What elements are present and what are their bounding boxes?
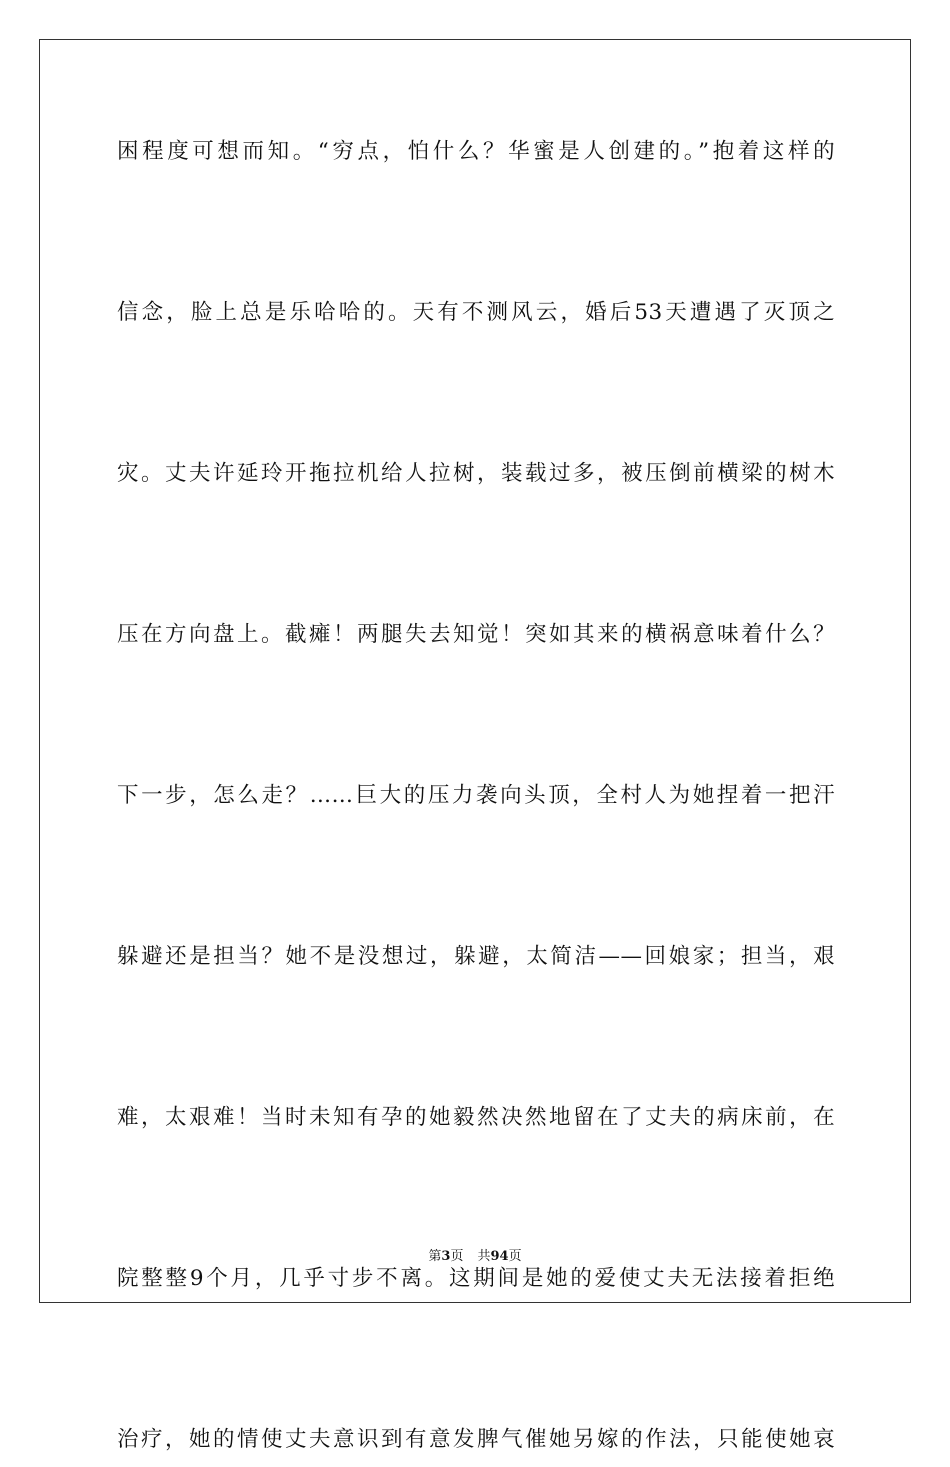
page-suffix: 页 [450,1249,464,1264]
text-line: 难，太艰难！当时未知有孕的她毅然决然地留在了丈夫的病床前，在 [117,1105,835,1130]
text-line: 躲避还是担当？她不是没想过，躲避，太简洁——回娘家；担当，艰 [117,944,835,969]
text-line: 灾。丈夫许延玲开拖拉机给人拉树，装载过多，被压倒前横梁的树木 [117,461,835,486]
text-line: 困程度可想而知。“穷点，怕什么？华蜜是人创建的。”抱着这样的 [117,139,835,164]
text-line: 下一步，怎么走？……巨大的压力袭向头顶，全村人为她捏着一把汗 [117,783,835,808]
text-line: 信念，脸上总是乐哈哈的。天有不测风云，婚后53天遭遇了灭顶之 [117,300,835,325]
total-suffix: 页 [508,1249,522,1264]
page-footer [0,1248,950,1266]
total-pages: 94 [490,1249,509,1264]
text-line: 治疗，她的情使丈夫意识到有意发脾气催她另嫁的作法，只能使她哀 [117,1427,835,1452]
text-line: 院整整9个月，几乎寸步不离。这期间是她的爱使丈夫无法接着拒绝 [117,1266,835,1291]
text-line: 压在方向盘上。截瘫！两腿失去知觉！突如其来的横祸意味着什么？ [117,622,835,647]
page-number: 3 [441,1249,451,1264]
total-prefix: 共 [477,1249,491,1264]
page-prefix: 第 [428,1249,442,1264]
